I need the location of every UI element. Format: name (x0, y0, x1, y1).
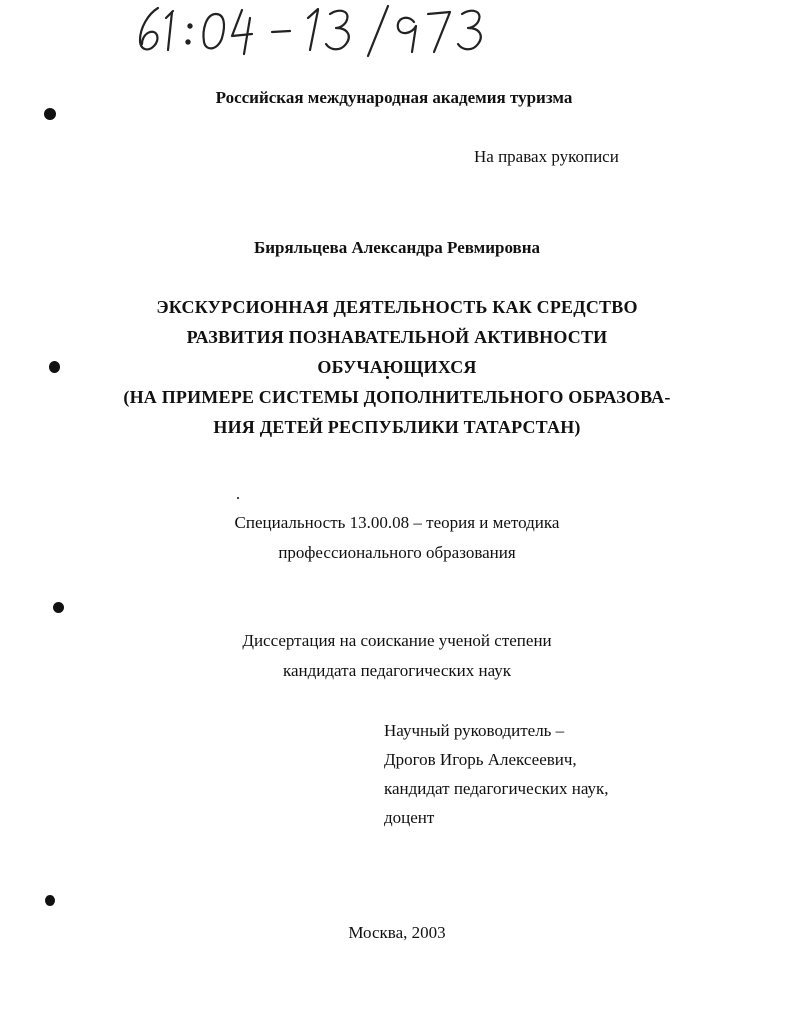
supervisor-line: Дрогов Игорь Алексеевич, (384, 750, 577, 769)
supervisor-block (384, 716, 609, 832)
specialty-line: Специальность 13.00.08 – теория и методика (234, 513, 560, 532)
supervisor-line: кандидат педагогических наук, (384, 779, 609, 798)
binding-hole-mark (53, 602, 64, 613)
binding-hole-mark (49, 361, 60, 373)
specialty (0, 508, 794, 568)
handwritten-archive-code-drawing (128, 0, 528, 60)
institution-name (0, 88, 794, 108)
institution-text: Российская международная академия туризма (215, 88, 573, 107)
title-line: ОБУЧАЮЩИХСЯ (317, 357, 477, 377)
handwritten-archive-code (128, 0, 528, 60)
degree-line: кандидата педагогических наук (282, 661, 512, 680)
binding-hole-mark (45, 895, 55, 906)
dissertation-title (80, 292, 714, 442)
title-line: ЭКСКУРСИОННАЯ ДЕЯТЕЛЬНОСТЬ КАК СРЕДСТВО (156, 297, 638, 317)
supervisor-line: Научный руководитель – (384, 721, 565, 740)
title-line: (НА ПРИМЕРЕ СИСТЕМЫ ДОПОЛНИТЕЛЬНОГО ОБРАЗОВА- (123, 387, 671, 407)
scan-speck (237, 497, 239, 499)
binding-hole-mark (44, 108, 56, 120)
degree-statement (0, 626, 794, 686)
degree-line: Диссертация на соискание ученой степени (242, 631, 552, 650)
title-line: НИЯ ДЕТЕЙ РЕСПУБЛИКИ ТАТАРСТАН) (213, 417, 581, 437)
author-name: Биряльцева Александра Ревмировна (253, 238, 541, 257)
specialty-line: профессионального образования (278, 543, 516, 562)
place-and-year: Москва, 2003 (348, 923, 446, 942)
supervisor-line: доцент (384, 808, 435, 827)
manuscript-rights: На правах рукописи (474, 147, 619, 166)
title-line: РАЗВИТИЯ ПОЗНАВАТЕЛЬНОЙ АКТИВНОСТИ (186, 327, 608, 347)
